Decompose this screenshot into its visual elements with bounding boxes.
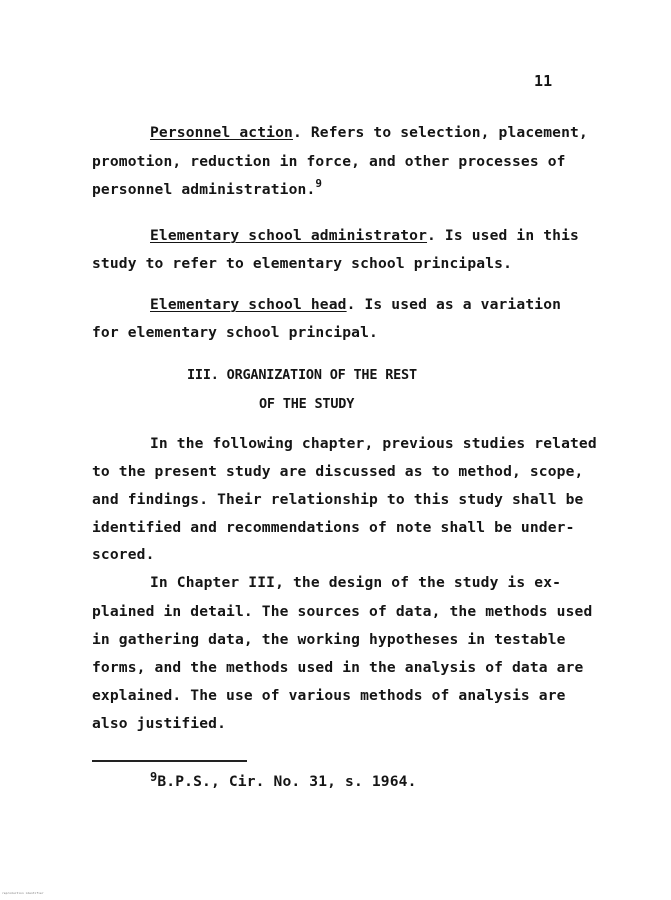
- footnote-reference: 9: [315, 177, 323, 190]
- definition-text: . Refers to selection, placement,: [292, 124, 588, 141]
- definition-line: personnel administration.: [92, 181, 316, 198]
- definition-line-with-footnote: [92, 177, 323, 198]
- paragraph-line: and findings. Their relationship to this study shall be: [92, 491, 584, 508]
- paragraph-line: In the following chapter, previous studies related: [150, 435, 597, 452]
- definition-text: . Is used as a variation: [346, 296, 562, 313]
- definition-text: . Is used in this: [427, 227, 579, 244]
- paragraph-line: explained. The use of various methods of analysis are: [92, 687, 566, 704]
- definition-elementary-school-head: [150, 298, 561, 313]
- paragraph-line: identified and recommendations of note shall be under-: [92, 519, 575, 536]
- definition-elementary-school-administrator: [150, 229, 579, 244]
- reproduction-stamp: reproduction identifier: [2, 891, 44, 895]
- page-number: 11: [534, 72, 553, 90]
- footnote-text: B.P.S., Cir. No. 31, s. 1964.: [157, 773, 417, 790]
- section-heading-line-1: III. ORGANIZATION OF THE REST: [187, 367, 417, 383]
- definition-term: Elementary school administrator: [150, 227, 428, 244]
- definition-personnel-action: [150, 126, 588, 141]
- definition-line: study to refer to elementary school principals.: [92, 255, 513, 272]
- definition-line: for elementary school principal.: [92, 324, 378, 341]
- paragraph-line: In Chapter III, the design of the study is ex-: [150, 574, 562, 591]
- paragraph-line: to the present study are discussed as to method, scope,: [92, 463, 584, 480]
- paragraph-line: forms, and the methods used in the analysis of data are: [92, 659, 584, 676]
- paragraph-line: scored.: [92, 546, 155, 563]
- section-heading-line-2: OF THE STUDY: [259, 396, 355, 412]
- definition-term: Personnel action: [150, 124, 293, 141]
- paragraph-line: plained in detail. The sources of data, the methods used: [92, 603, 593, 620]
- definition-line: promotion, reduction in force, and other processes of: [92, 153, 566, 170]
- footnote: [150, 770, 417, 790]
- definition-term: Elementary school head: [150, 296, 347, 313]
- footnote-mark: 9: [150, 770, 158, 784]
- footnote-divider: [92, 760, 247, 762]
- paragraph-line: in gathering data, the working hypotheses in testable: [92, 631, 566, 648]
- paragraph-line: also justified.: [92, 715, 227, 732]
